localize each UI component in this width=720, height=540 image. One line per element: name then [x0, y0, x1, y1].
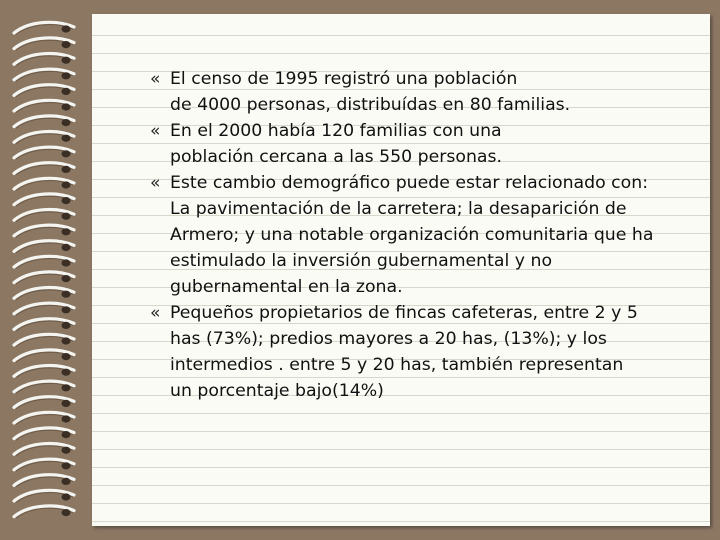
binding-hole: [62, 88, 71, 95]
binding-hole: [62, 337, 71, 344]
binding-hole: [62, 275, 71, 282]
binding-hole: [62, 431, 71, 438]
binding-hole: [62, 103, 71, 110]
binding-hole: [62, 244, 71, 251]
bullet-text-line: La pavimentación de la carretera; la desaparición de: [170, 199, 627, 219]
bullet-text-line: Armero; y una notable organización comunitaria que ha: [170, 225, 654, 245]
bullet-item-1: [150, 66, 690, 118]
bullet-item-2: [150, 118, 690, 170]
binding-hole: [62, 119, 71, 126]
bullet-text-line: El censo de 1995 registró una población: [170, 69, 518, 89]
bullet-text-line: población cercana a las 550 personas.: [170, 147, 502, 167]
binding-hole: [62, 197, 71, 204]
bullet-text-line: En el 2000 había 120 familias con una: [170, 121, 502, 141]
binding-hole: [62, 447, 71, 454]
bullet-marker: «: [150, 173, 161, 193]
binding-hole: [62, 181, 71, 188]
bullet-text-line: has (73%); predios mayores a 20 has, (13%); y los: [170, 329, 607, 349]
binding-hole: [62, 400, 71, 407]
bullet-marker: «: [150, 303, 161, 323]
binding-hole: [62, 478, 71, 485]
bullet-item-4: [150, 300, 690, 404]
bullet-item-3: [150, 170, 690, 300]
binding-hole: [62, 493, 71, 500]
bullet-text-line: un porcentaje bajo(14%): [170, 381, 384, 401]
bullet-marker: «: [150, 69, 161, 89]
binding-hole: [62, 306, 71, 313]
binding-hole: [62, 369, 71, 376]
binding-hole: [62, 72, 71, 79]
bullet-text-line: estimulado la inversión gubernamental y no: [170, 251, 553, 271]
binding-hole: [62, 462, 71, 469]
spiral-binding: [0, 14, 100, 526]
binding-hole: [62, 25, 71, 32]
binding-hole: [62, 135, 71, 142]
binding-hole: [62, 259, 71, 266]
bullet-text-line: Pequeños propietarios de fincas cafeteras, entre 2 y 5: [170, 303, 638, 323]
bullet-text-line: Este cambio demográfico puede estar relacionado con:: [170, 173, 649, 193]
binding-hole: [62, 150, 71, 157]
binding-hole: [62, 353, 71, 360]
bullet-text-line: de 4000 personas, distribuídas en 80 familias.: [170, 95, 571, 115]
binding-hole: [62, 57, 71, 64]
binding-hole: [62, 322, 71, 329]
binding-hole: [62, 166, 71, 173]
binding-hole: [62, 213, 71, 220]
binding-hole: [62, 509, 71, 516]
binding-hole: [62, 384, 71, 391]
bullet-marker: «: [150, 121, 161, 141]
bullet-list: [150, 66, 690, 404]
binding-hole: [62, 228, 71, 235]
bullet-text-line: intermedios . entre 5 y 20 has, también representan: [170, 355, 624, 375]
bullet-text-line: gubernamental en la zona.: [170, 277, 403, 297]
binding-hole: [62, 291, 71, 298]
binding-hole: [62, 415, 71, 422]
binding-hole: [62, 41, 71, 48]
